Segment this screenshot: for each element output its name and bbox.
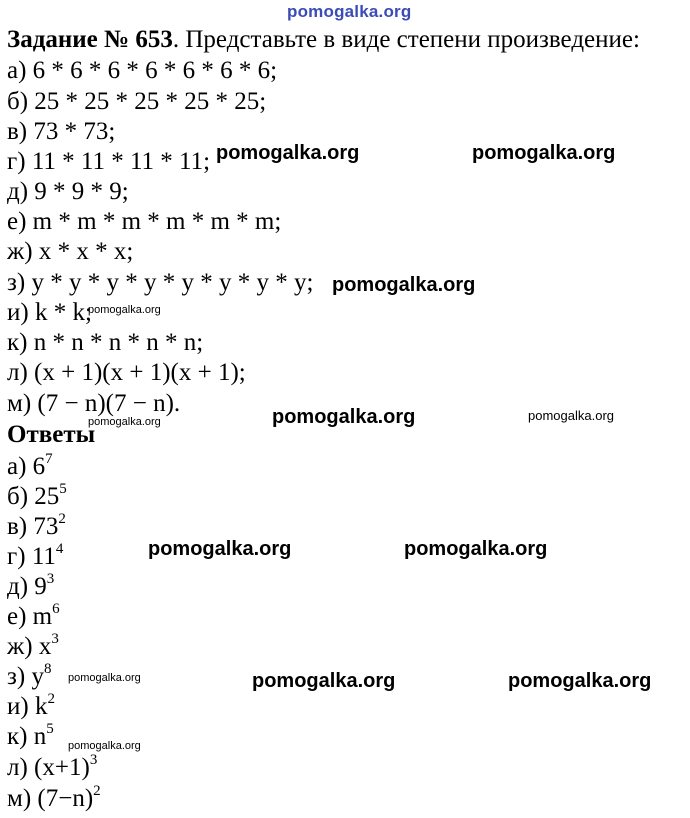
answer-item: г) $11^4$: [7, 540, 64, 570]
watermark: pomogalka.org: [528, 408, 614, 423]
watermark: pomogalka.org: [332, 274, 476, 296]
task-item: к) n * n * n * n * n;: [7, 329, 204, 356]
answer-item: в) $73^2$: [7, 510, 66, 540]
task-item: г) 11 * 11 * 11 * 11;: [7, 148, 211, 175]
answer-item: б) $25^5$: [7, 480, 67, 510]
answer-item: а) $6^7$: [7, 450, 53, 480]
task-item: ж) x * x * x;: [7, 238, 134, 265]
task-item: и) k * k;: [7, 299, 92, 326]
watermark: pomogalka.org: [68, 672, 141, 684]
task-title: [7, 25, 640, 55]
answer-item: з) $y^8$: [7, 660, 52, 690]
answer-item: к) $n^5$: [7, 720, 54, 750]
answer-item: и) $k^2$: [7, 690, 55, 720]
watermark: pomogalka.org: [272, 406, 416, 428]
answer-item: е) $m^6$: [7, 600, 60, 630]
task-item: м) (7 − n)(7 − n).: [7, 390, 181, 417]
task-item: л) (x + 1)(x + 1)(x + 1);: [7, 359, 246, 386]
watermark: pomogalka.org: [88, 304, 161, 316]
answers-heading: Ответы: [7, 421, 96, 448]
watermark: pomogalka.org: [508, 670, 652, 692]
task-item: е) m * m * m * m * m * m;: [7, 208, 282, 235]
task-item: а) 6 * 6 * 6 * 6 * 6 * 6 * 6;: [7, 57, 278, 84]
task-item: б) 25 * 25 * 25 * 25 * 25;: [7, 88, 267, 115]
watermark: pomogalka.org: [88, 416, 161, 428]
task-item: з) y * y * y * y * y * y * y * y;: [7, 269, 314, 296]
watermark: pomogalka.org: [252, 670, 396, 692]
top-watermark: pomogalka.org: [287, 2, 412, 21]
task-number: Задание № 653: [7, 26, 173, 53]
answer-item: м) $(7-n)^2$: [7, 782, 101, 812]
answer-item: ж) $x^3$: [7, 630, 59, 660]
watermark: pomogalka.org: [148, 538, 292, 560]
watermark: pomogalka.org: [216, 142, 360, 164]
watermark: pomogalka.org: [472, 142, 616, 164]
watermark: pomogalka.org: [68, 740, 141, 752]
task-item: в) 73 * 73;: [7, 118, 116, 145]
task-item: д) 9 * 9 * 9;: [7, 178, 129, 205]
answer-item: д) $9^3$: [7, 570, 55, 600]
answer-item: л) $(x+1)^3$: [7, 751, 98, 781]
watermark: pomogalka.org: [404, 538, 548, 560]
task-instruction: . Представьте в виде степени произведение:: [172, 26, 640, 53]
